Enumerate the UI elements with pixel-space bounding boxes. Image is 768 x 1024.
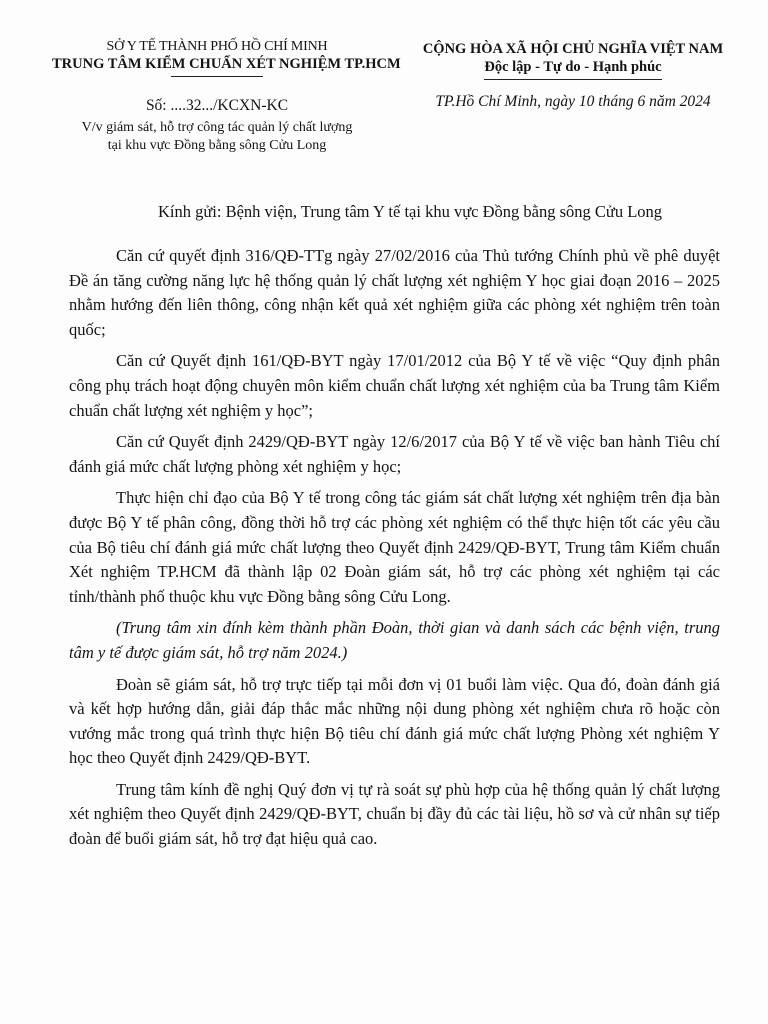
paragraph-supervision: Đoàn sẽ giám sát, hỗ trợ trực tiếp tại mỗi đơn vị 01 buổi làm việc. Qua đó, đoàn đánh giá và kết hợp hướng dẫn, giải đáp thắc mắc những nội dung phòng xét nghiệm chưa rõ hoặc còn vướng mắc trong quá trình thực hiện Bộ tiêu chí đánh giá mức chất lượng Phòng xét nghiệm Y học theo Quyết định 2429/QĐ-BYT. bbox=[69, 674, 720, 768]
subject-line-1: V/v giám sát, hỗ trợ công tác quản lý chất lượng bbox=[81, 120, 353, 135]
document-body bbox=[69, 244, 720, 859]
motto-underline bbox=[484, 79, 662, 80]
place-and-date: TP.Hồ Chí Minh, ngày 10 tháng 6 năm 2024 bbox=[435, 93, 711, 110]
republic-title: CỘNG HÒA XÃ HỘI CHỦ NGHĨA VIỆT NAM bbox=[422, 41, 724, 57]
national-motto: Độc lập - Tự do - Hạnh phúc bbox=[484, 59, 662, 75]
center-name: TRUNG TÂM KIỂM CHUẨN XÉT NGHIỆM TP.HCM bbox=[52, 56, 401, 72]
paragraph-legal-basis-3: Căn cứ Quyết định 2429/QĐ-BYT ngày 12/6/2017 của Bộ Y tế về việc ban hành Tiêu chí đánh giá mức chất lượng phòng xét nghiệm y học; bbox=[69, 432, 720, 476]
ministry-name: SỞ Y TẾ THÀNH PHỐ HỒ CHÍ MINH bbox=[106, 39, 328, 54]
issuer-underline bbox=[171, 76, 263, 77]
paragraph-legal-basis-2: Căn cứ Quyết định 161/QĐ-BYT ngày 17/01/2012 của Bộ Y tế về việc “Quy định phân công phụ trách hoạt động chuyên môn kiểm chuẩn chất lượng xét nghiệm của ba Trung tâm Kiểm chuẩn chất lượng xét nghiệm y học”; bbox=[69, 351, 720, 420]
paragraph-request: Trung tâm kính đề nghị Quý đơn vị tự rà soát sự phù hợp của hệ thống quản lý chất lượng xét nghiệm theo Quyết định 2429/QĐ-BYT, chuẩn bị đầy đủ các tài liệu, hồ sơ và cử nhân sự tiếp đoàn để buổi giám sát, hỗ trợ đạt hiệu quả cao. bbox=[69, 779, 720, 849]
paragraph-attachment-note: (Trung tâm xin đính kèm thành phần Đoàn, thời gian và danh sách các bệnh viện, trung tâm y tế được giám sát, hỗ trợ năm 2024.) bbox=[69, 618, 720, 662]
national-header bbox=[418, 40, 728, 80]
issuer-header bbox=[52, 38, 401, 77]
subject-line-2: tại khu vực Đồng bằng sông Cửu Long bbox=[107, 138, 327, 153]
paragraph-implementation: Thực hiện chỉ đạo của Bộ Y tế trong công tác giám sát chất lượng xét nghiệm trên địa bàn được Bộ Y tế phân công, đồng thời hỗ trợ các phòng xét nghiệm có thể thực hiện tốt các yêu cầu của Bộ tiêu chí đánh giá mức chất lượng theo Quyết định 2429/QĐ-BYT, Trung tâm Kiểm chuẩn Xét nghiệm TP.HCM đã thành lập 02 Đoàn giám sát, hỗ trợ các phòng xét nghiệm tại các tỉnh/thành phố thuộc khu vực Đồng bằng sông Cửu Long. bbox=[69, 488, 720, 606]
document-subject bbox=[52, 119, 382, 155]
document-number: Số: ....32.../KCXN-KC bbox=[145, 97, 289, 114]
recipient-line: Kính gửi: Bệnh viện, Trung tâm Y tế tại khu vực Đồng bằng sông Cửu Long bbox=[157, 202, 663, 221]
paragraph-legal-basis-1: Căn cứ quyết định 316/QĐ-TTg ngày 27/02/2016 của Thủ tướng Chính phủ về phê duyệt Đề án tăng cường năng lực hệ thống quản lý chất lượng xét nghiệm Y học giai đoạn 2016 – 2025 nhằm hướng đến liên thông, công nhận kết quả xét nghiệm giữa các phòng xét nghiệm trên toàn quốc; bbox=[69, 246, 720, 339]
